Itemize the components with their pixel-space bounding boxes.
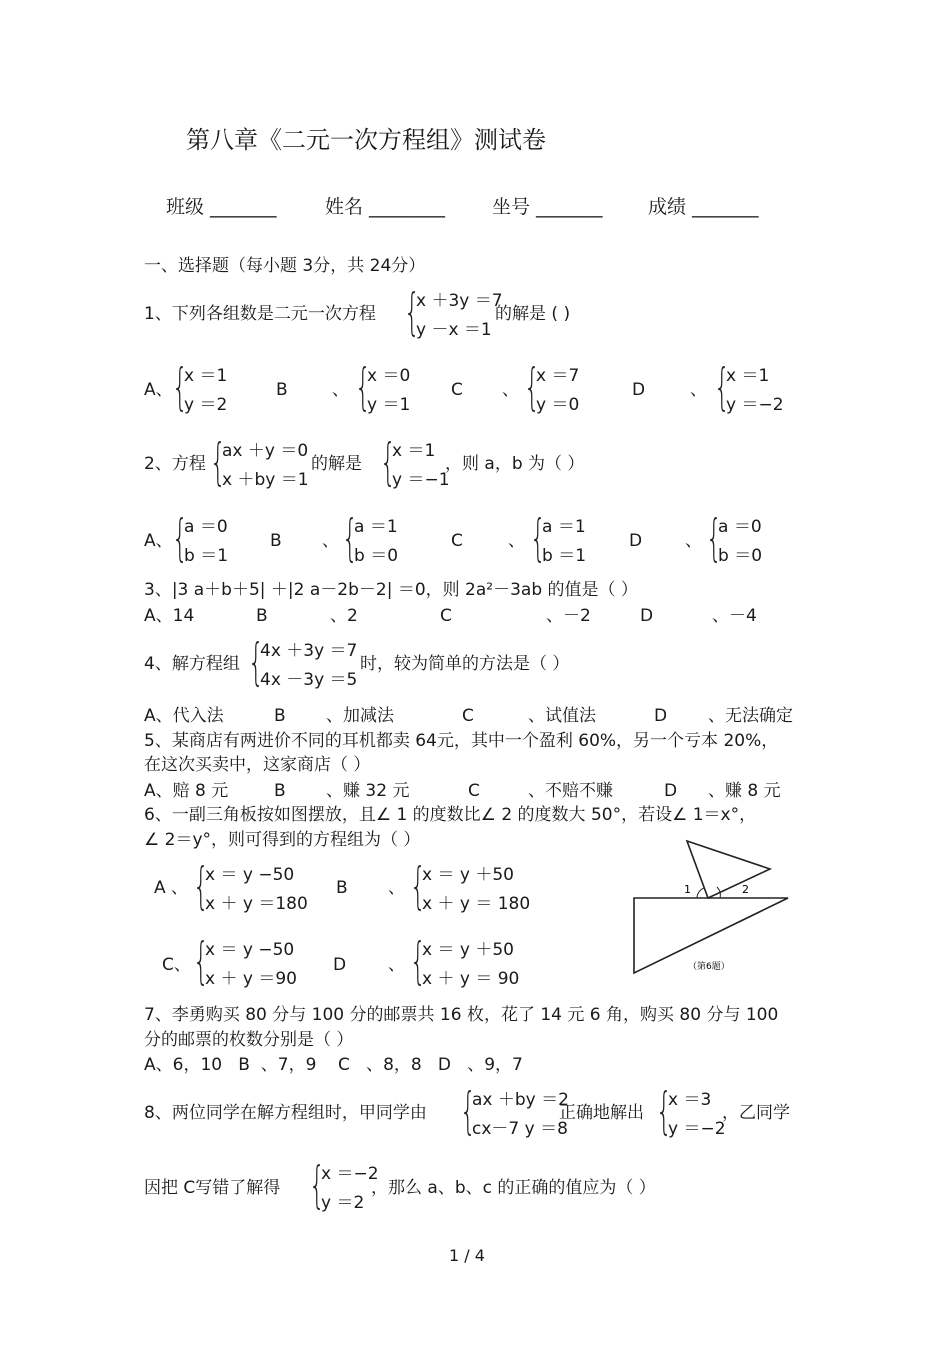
q1-text: 1、下列各组数是二元一次方程 <box>144 304 376 324</box>
q3-option-d-label: D <box>640 606 654 626</box>
q5-option-d: 、赚 8 元 <box>708 781 781 801</box>
q1-option-c-label: C <box>451 380 463 400</box>
q4-option-d-label: D <box>654 706 668 726</box>
score-field: 成绩 _______ <box>648 196 759 218</box>
class-field: 班级 _______ <box>166 196 277 218</box>
q3-option-d: 、－4 <box>712 606 757 626</box>
q5-option-b-label: B <box>274 781 286 801</box>
small-triangle <box>687 841 770 898</box>
q2-option-c-label: C <box>451 531 463 551</box>
q6-sep: 、 <box>388 955 405 975</box>
q4-option-b: 、加减法 <box>326 706 394 726</box>
q1-option-a-label: A、 <box>144 380 173 400</box>
q8-text: 8、两位同学在解方程组时，甲同学由 <box>144 1103 427 1123</box>
q1-sep: 、 <box>332 380 349 400</box>
q6-sep: 、 <box>388 878 405 898</box>
q7-options: A、6，10 B 、7，9 C 、8，8 D 、9，7 <box>144 1055 523 1075</box>
angle1-label: 1 <box>684 883 691 896</box>
q8-tail2: ，那么 a、b、c 的正确的值应为（ ） <box>371 1178 656 1198</box>
q2-sep: 、 <box>508 531 525 551</box>
q4-option-a: A、代入法 <box>144 706 224 726</box>
q7-line2: 分的邮票的枚数分别是（ ） <box>144 1030 354 1050</box>
q2-sep: 、 <box>322 531 339 551</box>
q6-option-a-label: A 、 <box>154 878 189 898</box>
q5-option-d-label: D <box>664 781 678 801</box>
q4-text: 4、解方程组 <box>144 654 240 674</box>
q7-line1: 7、李勇购买 80 分与 100 分的邮票共 16 枚，花了 14 元 6 角，购买 80 分与 100 <box>144 1005 779 1025</box>
q4-option-b-label: B <box>274 706 286 726</box>
seat-field: 坐号 _______ <box>492 196 603 218</box>
q3-option-c: 、－2 <box>546 606 591 626</box>
q2-option-b-label: B <box>270 531 282 551</box>
q2-tail: ，则 a，b 为（ ） <box>445 454 585 474</box>
q5-option-a: A、赔 8 元 <box>144 781 229 801</box>
angle1-arc <box>697 888 704 898</box>
q4-tail: 时，较为简单的方法是（ ） <box>360 654 570 674</box>
q6-option-c-label: C、 <box>162 955 191 975</box>
q4-option-c-label: C <box>462 706 474 726</box>
name-field: 姓名 ________ <box>325 196 446 218</box>
q1-sep: 、 <box>502 380 519 400</box>
q6-line1: 6、一副三角板按如图摆放，且∠ 1 的度数比∠ 2 的度数大 50°，若设∠ 1＝x°， <box>144 805 757 825</box>
q5-line2: 在这次买卖中，这家商店（ ） <box>144 755 371 775</box>
q5-option-c-label: C <box>468 781 480 801</box>
q2-mid: 的解是 <box>311 454 362 474</box>
q8-tail: ，乙同学 <box>722 1103 790 1123</box>
page-number: 1 / 4 <box>449 1246 485 1265</box>
q3-option-a: A、14 <box>144 606 195 626</box>
q3-text: 3、|3 a＋b＋5| ＋|2 a－2b－2| ＝0，则 2a²－3ab 的值是（ ） <box>144 580 638 600</box>
figure-caption: （第6题） <box>688 962 730 972</box>
q5-line1: 5、某商店有两进价不同的耳机都卖 64元，其中一个盈利 60%，另一个亏本 20%， <box>144 731 779 751</box>
q1-option-b-label: B <box>276 380 288 400</box>
q6-line2: ∠ 2＝y°，则可得到的方程组为（ ） <box>144 830 421 850</box>
q6-option-b-label: B <box>336 878 348 898</box>
q2-option-d-label: D <box>629 531 643 551</box>
page-title: 第八章《二元一次方程组》测试卷 <box>186 126 546 154</box>
q6-option-d-label: D <box>333 955 347 975</box>
q8-line2: 因把 C写错了解得 <box>144 1178 281 1198</box>
q4-option-d: 、无法确定 <box>708 706 793 726</box>
q4-option-c: 、试值法 <box>528 706 596 726</box>
q2-text: 2、方程 <box>144 454 206 474</box>
q1-option-d-label: D <box>632 380 646 400</box>
q3-option-b: 、2 <box>330 606 358 626</box>
q2-option-a-label: A、 <box>144 531 173 551</box>
q1-sep: 、 <box>690 380 707 400</box>
q1-tail: 的解是 ( ) <box>495 304 571 324</box>
q5-option-b: 、赚 32 元 <box>326 781 410 801</box>
q2-sep: 、 <box>685 531 702 551</box>
q8-mid: 正确地解出 <box>559 1103 644 1123</box>
angle2-label: 2 <box>742 883 749 896</box>
q3-option-b-label: B <box>256 606 268 626</box>
q3-option-c-label: C <box>440 606 452 626</box>
q6-triangle-figure <box>620 835 800 980</box>
q5-option-c: 、不赔不赚 <box>528 781 613 801</box>
section-heading: 一、选择题（每小题 3分，共 24分） <box>144 256 426 276</box>
